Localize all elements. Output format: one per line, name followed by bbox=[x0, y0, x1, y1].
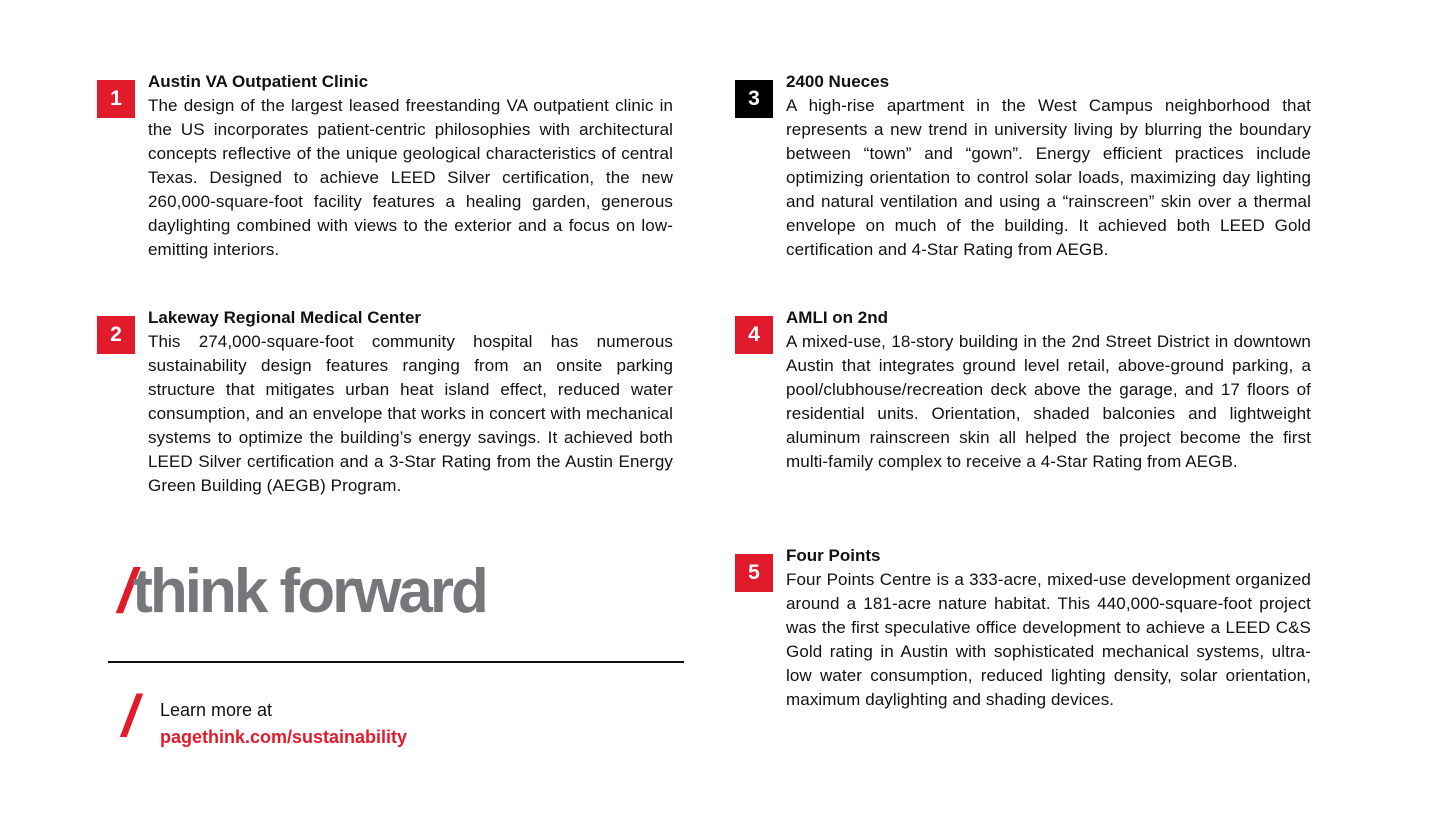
project-title: Lakeway Regional Medical Center bbox=[148, 308, 422, 327]
project-number-badge: 5 bbox=[735, 554, 773, 592]
tagline-words: think forward bbox=[132, 557, 486, 626]
project-title: 2400 Nueces bbox=[786, 72, 890, 91]
learn-more-label: Learn more at bbox=[160, 700, 273, 720]
project-description: Four Points Centre is a 333-acre, mixed-use development organized around a 181-acre nature habitat. This 440,000-square-foot project was the first speculative office development to achieve a LEED C&S Gold rating in Austin with sophisticated mechanical systems, ultra-low water consumption, reduced lighting density, solar orientation, maximum daylighting and shading devices. bbox=[786, 570, 1311, 709]
learn-more-slash-icon: / bbox=[122, 684, 139, 749]
divider bbox=[108, 661, 684, 663]
tagline-slash: / bbox=[118, 557, 133, 626]
sustainability-link[interactable]: pagethink.com/sustainability bbox=[160, 727, 408, 747]
project-description: A mixed-use, 18-story building in the 2nd Street District in downtown Austin that integrates ground level retail, above-ground parking, a pool/clubhouse/recreation deck above the garage, and 17 floors of residential units. Orientation, shaded balconies and lightweight aluminum rainscreen skin all helped the project become the first multi-family complex to receive a 4-Star Rating from AEGB. bbox=[786, 332, 1311, 471]
project-number-badge: 1 bbox=[97, 80, 135, 118]
project-number-badge: 2 bbox=[97, 316, 135, 354]
project-description: This 274,000-square-foot community hospital has numerous sustainability design features ranging from an onsite parking structure that mitigates urban heat island effect, reduced water consumption, and an envelope that works in concert with mechanical systems to optimize the building’s energy savings. It achieved both LEED Silver certification and a 3-Star Rating from the Austin Energy Green Building (AEGB) Program. bbox=[148, 332, 673, 495]
project-title: Four Points bbox=[786, 546, 881, 565]
project-description: The design of the largest leased freestanding VA outpatient clinic in the US incorporates patient-centric philosophies with architectural concepts reflective of the unique geological characteristics of central Texas. Designed to achieve LEED Silver certification, the new 260,000-square-foot facility features a healing garden, generous daylighting combined with views to the exterior and a focus on low-emitting interiors. bbox=[148, 96, 673, 259]
project-description: A high-rise apartment in the West Campus neighborhood that represents a new trend in university living by blurring the boundary between “town” and “gown”. Energy efficient practices include optimizing orientation to control solar loads, maximizing day lighting and natural ventilation and using a “rainscreen” skin over a thermal envelope on much of the building. It achieved both LEED Gold certification and 4-Star Rating from AEGB. bbox=[786, 96, 1311, 259]
think-forward-tagline bbox=[118, 556, 486, 628]
project-title: AMLI on 2nd bbox=[786, 308, 888, 327]
project-number-badge: 3 bbox=[735, 80, 773, 118]
project-title: Austin VA Outpatient Clinic bbox=[148, 72, 369, 91]
project-number-badge: 4 bbox=[735, 316, 773, 354]
